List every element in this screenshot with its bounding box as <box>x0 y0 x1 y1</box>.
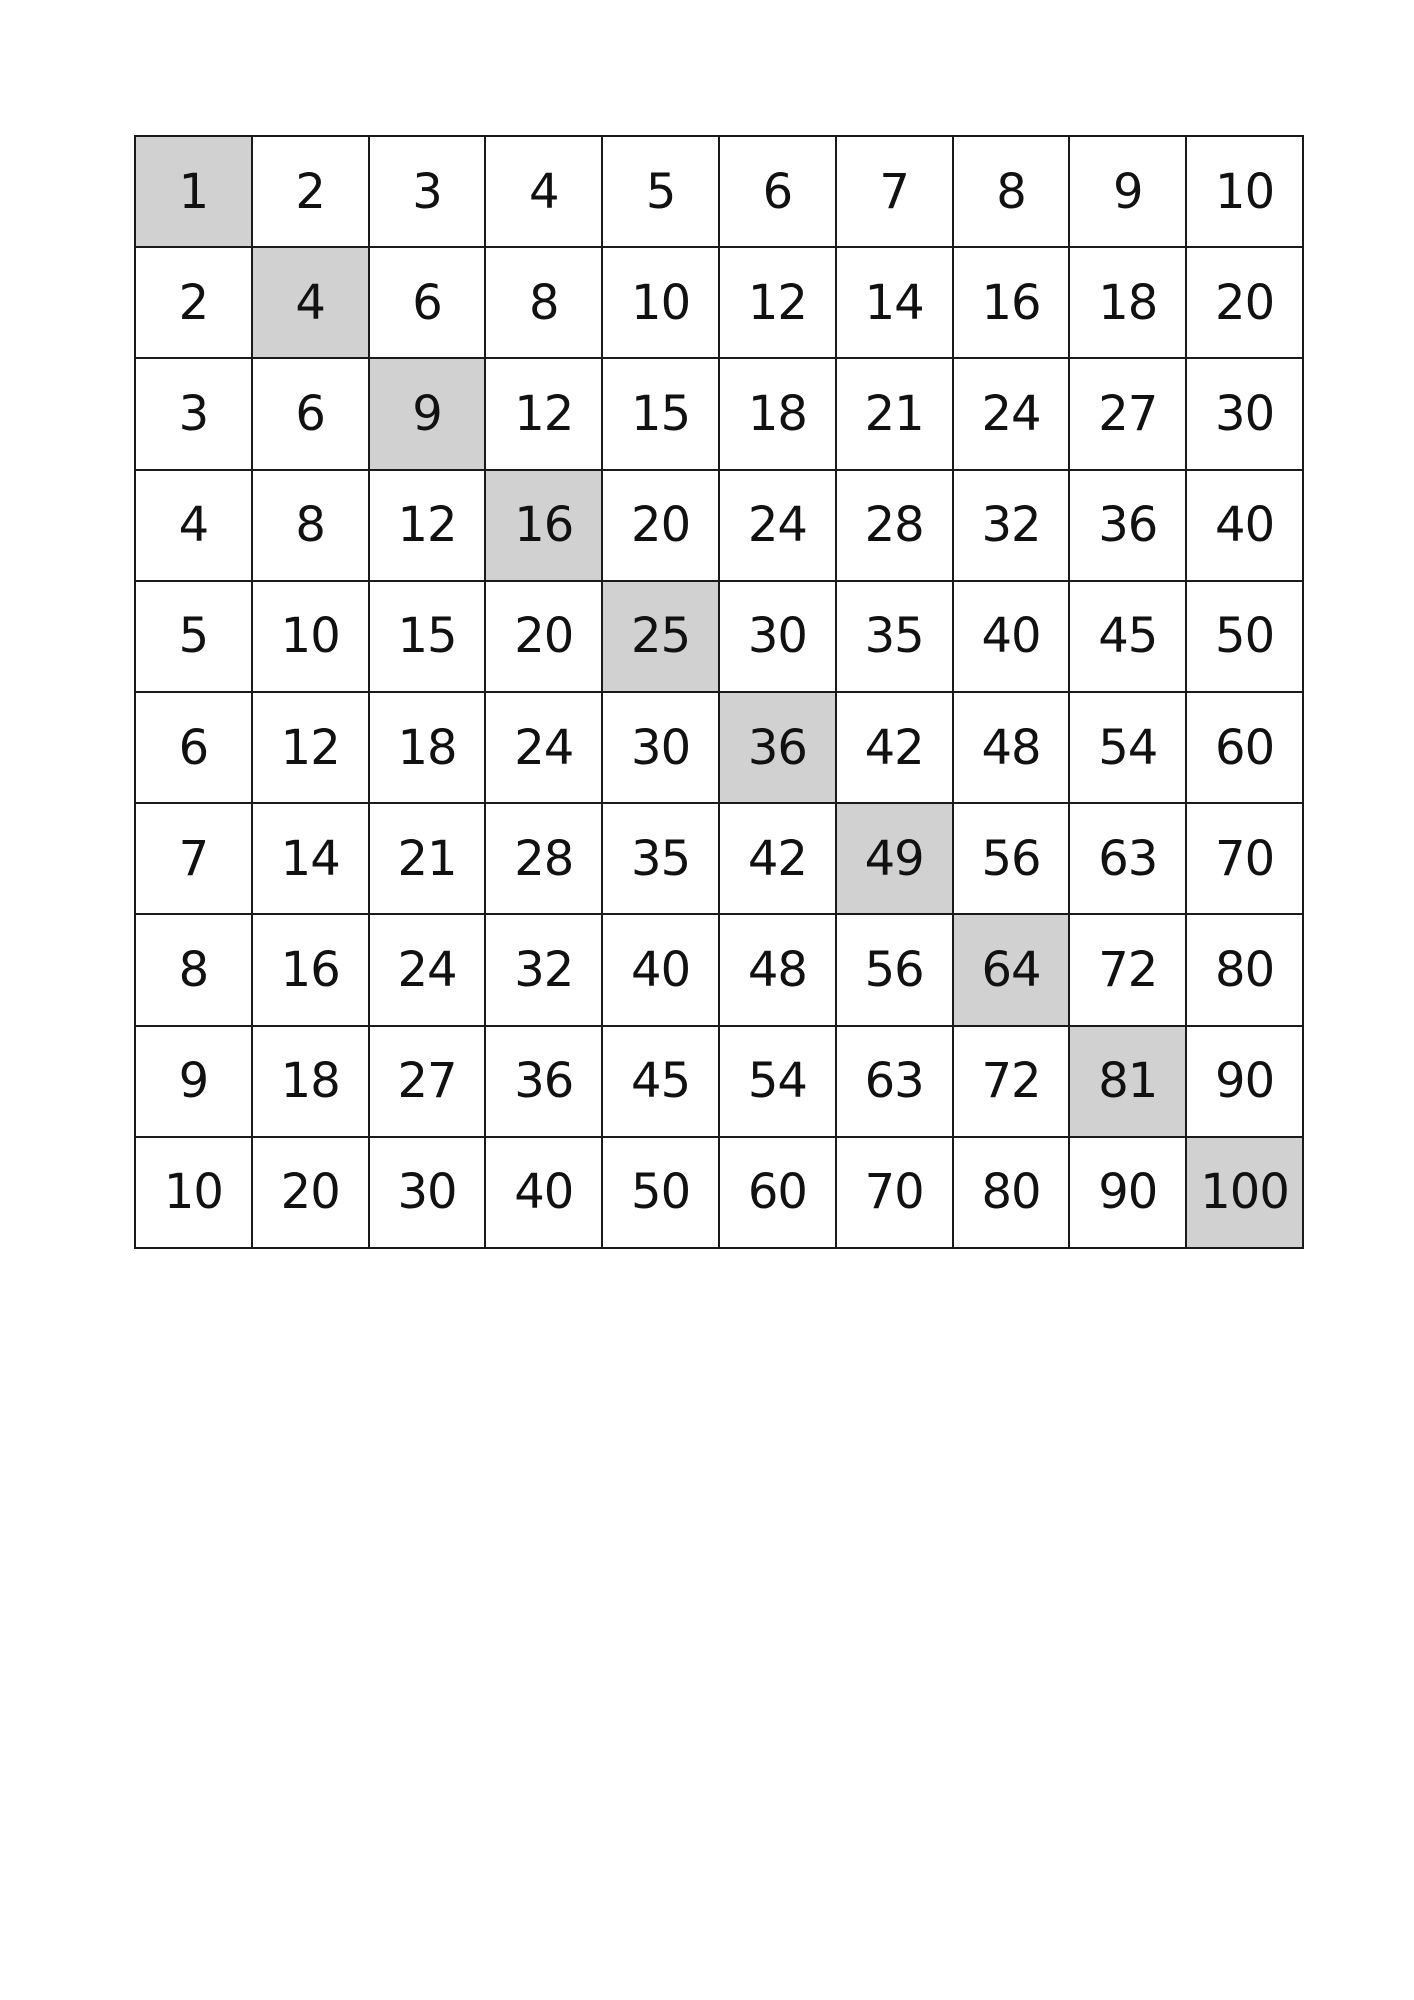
table-cell-square: 4 <box>252 247 369 358</box>
table-cell: 70 <box>1186 803 1303 914</box>
table-cell: 12 <box>252 692 369 803</box>
table-row <box>135 581 1303 692</box>
table-cell: 18 <box>252 1026 369 1137</box>
table-cell: 24 <box>369 914 486 1025</box>
table-cell: 56 <box>836 914 953 1025</box>
table-cell-square: 49 <box>836 803 953 914</box>
table-row <box>135 1026 1303 1137</box>
table-cell: 28 <box>485 803 602 914</box>
table-cell: 6 <box>719 136 836 247</box>
table-row <box>135 136 1303 247</box>
table-cell-square: 1 <box>135 136 252 247</box>
table-cell-square: 25 <box>602 581 719 692</box>
table-cell: 28 <box>836 470 953 581</box>
table-cell: 35 <box>836 581 953 692</box>
table-cell: 54 <box>719 1026 836 1137</box>
table-cell: 10 <box>135 1137 252 1248</box>
table-cell: 6 <box>135 692 252 803</box>
table-cell: 60 <box>719 1137 836 1248</box>
table-cell: 40 <box>602 914 719 1025</box>
table-row <box>135 914 1303 1025</box>
table-cell: 40 <box>953 581 1070 692</box>
table-cell: 8 <box>485 247 602 358</box>
table-cell: 90 <box>1069 1137 1186 1248</box>
table-cell: 90 <box>1186 1026 1303 1137</box>
table-cell: 15 <box>369 581 486 692</box>
table-cell: 8 <box>252 470 369 581</box>
table-cell-square: 36 <box>719 692 836 803</box>
table-cell: 6 <box>252 358 369 469</box>
table-cell: 2 <box>252 136 369 247</box>
table-cell: 10 <box>602 247 719 358</box>
table-cell: 21 <box>836 358 953 469</box>
table-cell: 18 <box>1069 247 1186 358</box>
table-cell: 12 <box>485 358 602 469</box>
table-cell: 32 <box>485 914 602 1025</box>
table-cell: 3 <box>369 136 486 247</box>
table-cell: 4 <box>135 470 252 581</box>
table-row <box>135 247 1303 358</box>
table-cell: 12 <box>719 247 836 358</box>
table-cell: 63 <box>1069 803 1186 914</box>
table-cell: 27 <box>1069 358 1186 469</box>
table-cell: 42 <box>836 692 953 803</box>
table-cell: 35 <box>602 803 719 914</box>
table-row <box>135 1137 1303 1248</box>
table-cell: 9 <box>1069 136 1186 247</box>
table-cell-square: 9 <box>369 358 486 469</box>
table-row <box>135 470 1303 581</box>
table-cell: 36 <box>485 1026 602 1137</box>
table-cell: 15 <box>602 358 719 469</box>
table-cell: 5 <box>135 581 252 692</box>
table-cell: 21 <box>369 803 486 914</box>
table-cell-square: 81 <box>1069 1026 1186 1137</box>
table-cell: 24 <box>719 470 836 581</box>
table-cell: 72 <box>1069 914 1186 1025</box>
table-cell: 7 <box>135 803 252 914</box>
table-cell: 50 <box>602 1137 719 1248</box>
table-row <box>135 692 1303 803</box>
table-cell: 80 <box>1186 914 1303 1025</box>
table-cell: 9 <box>135 1026 252 1137</box>
table-cell: 10 <box>252 581 369 692</box>
table-cell-square: 64 <box>953 914 1070 1025</box>
table-cell: 24 <box>485 692 602 803</box>
table-cell: 50 <box>1186 581 1303 692</box>
table-cell: 20 <box>485 581 602 692</box>
multiplication-table <box>134 135 1304 1249</box>
table-cell: 10 <box>1186 136 1303 247</box>
table-cell: 27 <box>369 1026 486 1137</box>
table-cell: 48 <box>719 914 836 1025</box>
table-cell: 5 <box>602 136 719 247</box>
table-cell: 2 <box>135 247 252 358</box>
table-cell: 30 <box>1186 358 1303 469</box>
table-cell: 32 <box>953 470 1070 581</box>
table-cell: 40 <box>1186 470 1303 581</box>
table-cell: 72 <box>953 1026 1070 1137</box>
table-cell: 60 <box>1186 692 1303 803</box>
table-cell: 40 <box>485 1137 602 1248</box>
table-cell: 48 <box>953 692 1070 803</box>
table-cell: 30 <box>602 692 719 803</box>
table-cell: 16 <box>953 247 1070 358</box>
table-body <box>135 136 1303 1248</box>
table-row <box>135 803 1303 914</box>
table-cell: 7 <box>836 136 953 247</box>
table-cell: 20 <box>252 1137 369 1248</box>
table-cell: 18 <box>369 692 486 803</box>
table-cell: 30 <box>719 581 836 692</box>
table-cell: 12 <box>369 470 486 581</box>
table-cell: 36 <box>1069 470 1186 581</box>
table-cell-square: 16 <box>485 470 602 581</box>
table-cell: 24 <box>953 358 1070 469</box>
table-cell: 20 <box>1186 247 1303 358</box>
table-cell: 56 <box>953 803 1070 914</box>
table-cell: 54 <box>1069 692 1186 803</box>
table-cell: 4 <box>485 136 602 247</box>
table-cell: 18 <box>719 358 836 469</box>
table-cell: 8 <box>135 914 252 1025</box>
table-cell: 6 <box>369 247 486 358</box>
table-cell: 8 <box>953 136 1070 247</box>
table-row <box>135 358 1303 469</box>
table-cell: 20 <box>602 470 719 581</box>
table-cell: 70 <box>836 1137 953 1248</box>
table-cell: 30 <box>369 1137 486 1248</box>
table-cell: 42 <box>719 803 836 914</box>
table-cell: 45 <box>1069 581 1186 692</box>
table-cell: 14 <box>252 803 369 914</box>
table-cell: 14 <box>836 247 953 358</box>
table-cell: 63 <box>836 1026 953 1137</box>
table-cell: 45 <box>602 1026 719 1137</box>
table-cell: 80 <box>953 1137 1070 1248</box>
table-cell-square: 100 <box>1186 1137 1303 1248</box>
table-cell: 16 <box>252 914 369 1025</box>
table-cell: 3 <box>135 358 252 469</box>
